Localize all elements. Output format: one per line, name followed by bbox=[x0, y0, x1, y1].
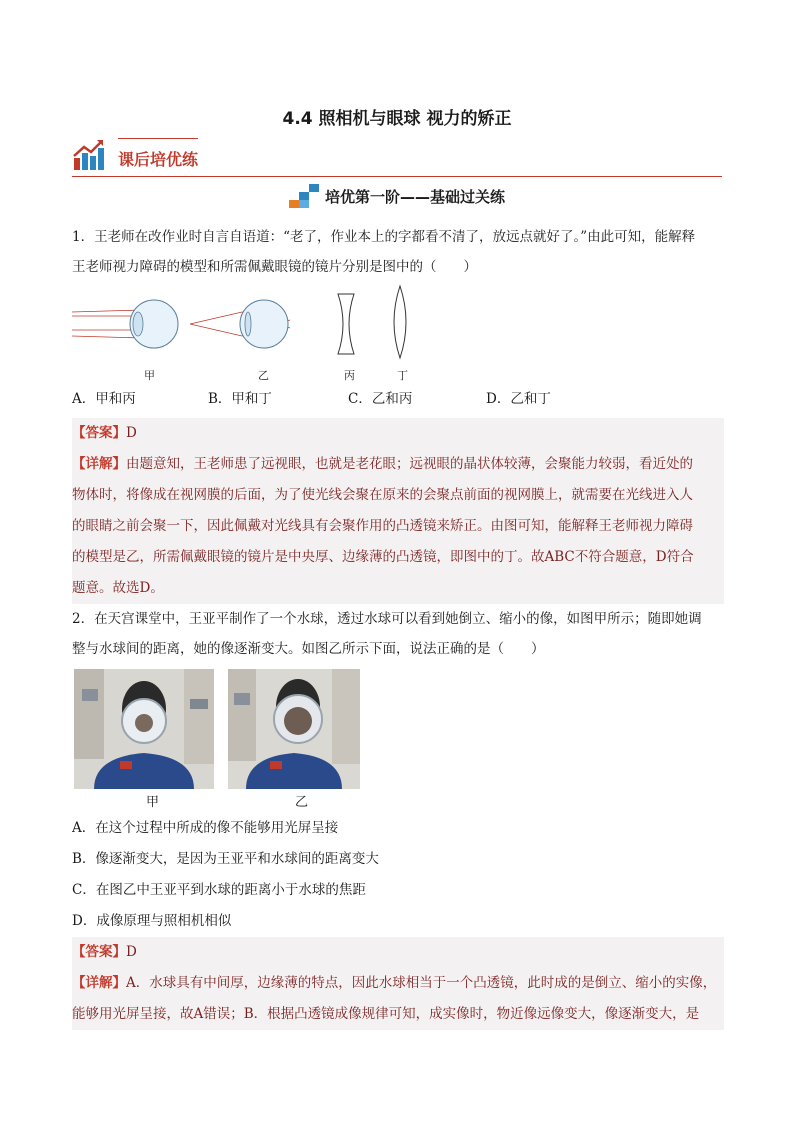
figure-label-yi: 乙 bbox=[258, 369, 269, 382]
q1-explain-line-3: 的眼睛之前会聚一下，因此佩戴对光线具有会聚作用的凸透镜来矫正。由图可知，能解释王老师视力障碍 bbox=[72, 511, 724, 542]
figure-label-bing: 丙 bbox=[344, 369, 355, 382]
q2-option-c: C．在图乙中王亚平到水球的距离小于水球的焦距 bbox=[72, 882, 366, 898]
q1-option-b: B．甲和丁 bbox=[208, 391, 272, 407]
answer-value: D bbox=[126, 425, 137, 441]
q1-option-a: A．甲和丙 bbox=[72, 391, 136, 407]
q1-line-1: 1．王老师在改作业时自言自语道：“老了，作业本上的字都看不清了，放远点就好了。”由此可知，能解释 bbox=[72, 229, 696, 245]
photo-label-yi: 乙 bbox=[295, 795, 309, 810]
page-title: 4.4 照相机与眼球 视力的矫正 bbox=[282, 109, 512, 129]
q2-explain-line-1: 【详解】A．水球具有中间厚，边缘薄的特点，因此水球相当于一个凸透镜，此时成的是倒立、缩小的实像， bbox=[72, 968, 724, 999]
q2-answer bbox=[72, 937, 724, 968]
convex-lens bbox=[394, 286, 406, 358]
astronaut-photo-yi bbox=[228, 669, 360, 789]
section-title: 课后培优练 bbox=[118, 150, 199, 169]
eye-diagram-yi bbox=[190, 300, 290, 348]
answer-value: D bbox=[126, 944, 137, 960]
bar-chart-logo-icon bbox=[72, 138, 106, 172]
q2-line-2: 整与水球间的距离，她的像逐渐变大。如图乙所示下面，说法正确的是（ ） bbox=[72, 641, 545, 657]
q1-option-c: C．乙和丙 bbox=[348, 391, 413, 407]
section-overline bbox=[118, 138, 198, 139]
q1-explain-line-1: 【详解】由题意知，王老师患了远视眼，也就是老花眼；远视眼的晶状体较薄，会聚能力较弱，看近处的 bbox=[72, 449, 724, 480]
explain-tag: 【详解】 bbox=[72, 456, 126, 472]
q1-answer bbox=[72, 418, 724, 449]
answer-tag: 【答案】 bbox=[72, 425, 126, 441]
q1-explain-line-2: 物体时，将像成在视网膜的后面，为了使光线会聚在原来的会聚点前面的视网膜上，就需要在光线进入人 bbox=[72, 480, 724, 511]
figure-label-ding: 丁 bbox=[397, 369, 408, 382]
q1-explain-line-4: 的模型是乙，所需佩戴眼镜的镜片是中央厚、边缘薄的凸透镜，即图中的丁。故ABC不符合题意，D符合 bbox=[72, 542, 724, 573]
q2-option-d: D．成像原理与照相机相似 bbox=[72, 913, 232, 929]
q2-option-b: B．像逐渐变大，是因为王亚平和水球间的距离变大 bbox=[72, 851, 379, 867]
astronaut-photo-jia bbox=[74, 669, 214, 789]
q1-option-d: D．乙和丁 bbox=[486, 391, 551, 407]
eye-diagram-jia bbox=[72, 300, 178, 348]
tier-title: 培优第一阶——基础过关练 bbox=[324, 187, 505, 206]
answer-tag: 【答案】 bbox=[72, 944, 126, 960]
q1-explain-line-5: 题意。故选D。 bbox=[72, 573, 724, 604]
photo-label-jia: 甲 bbox=[146, 795, 160, 810]
q2-option-a: A．在这个过程中所成的像不能够用光屏呈接 bbox=[72, 820, 339, 836]
stairs-icon bbox=[289, 184, 319, 208]
tier-header bbox=[0, 184, 794, 208]
q1-line-2: 王老师视力障碍的模型和所需佩戴眼镜的镜片分别是图中的（ ） bbox=[72, 259, 477, 275]
concave-lens bbox=[338, 294, 354, 354]
figure-label-jia: 甲 bbox=[144, 369, 155, 382]
q2-line-1: 2．在天宫课堂中，王亚平制作了一个水球，透过水球可以看到她倒立、缩小的像，如图甲所示；随即她调 bbox=[72, 611, 702, 627]
section-rule bbox=[72, 176, 722, 177]
q1-options bbox=[72, 387, 722, 407]
q2-explain-line-2: 能够用光屏呈接，故A错误；B．根据凸透镜成像规律可知，成实像时，物近像远像变大，像逐渐变大，是 bbox=[72, 999, 724, 1030]
eye-lens-figure bbox=[72, 282, 432, 362]
explain-tag: 【详解】 bbox=[72, 975, 126, 991]
